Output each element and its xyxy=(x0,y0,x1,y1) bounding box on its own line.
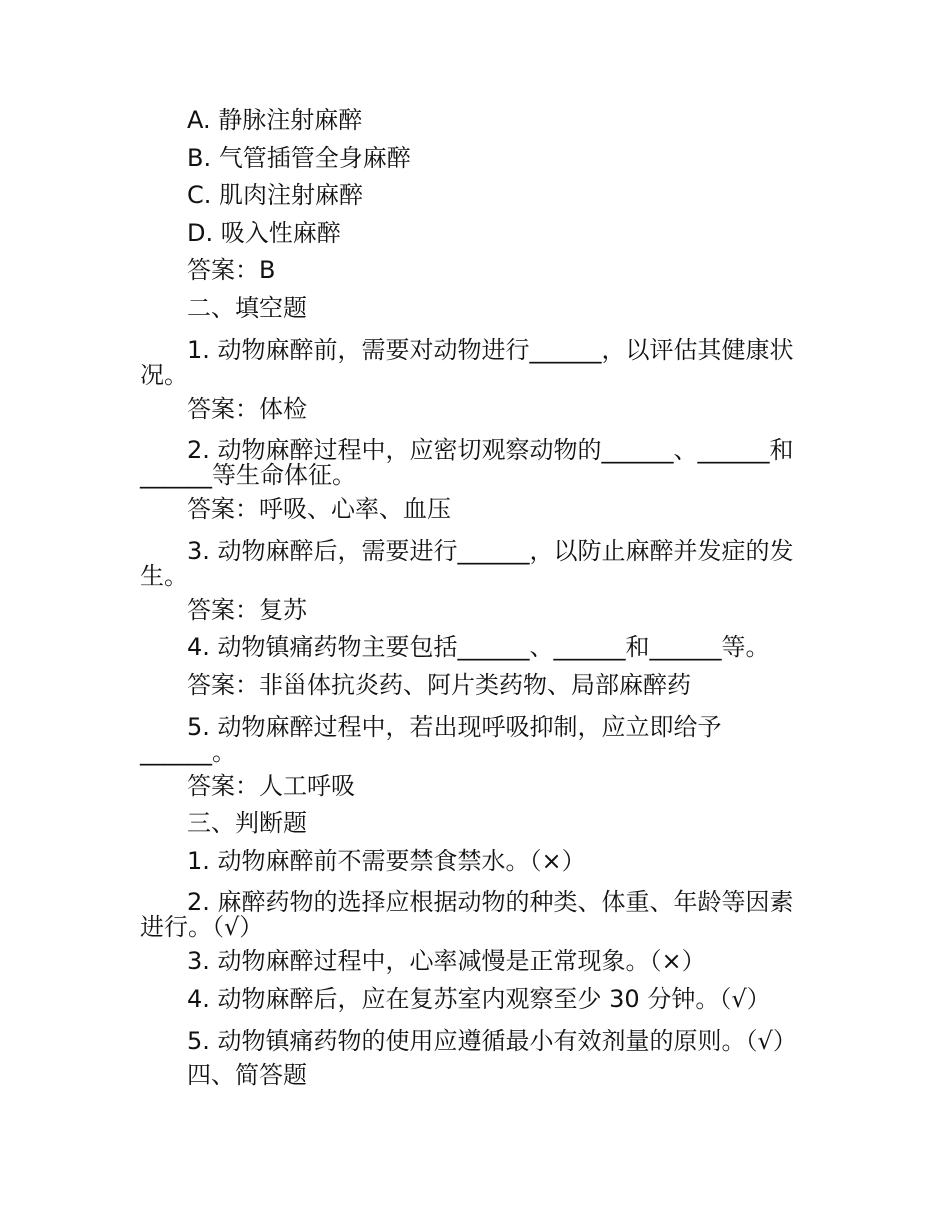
section-heading-fill-in: 二、填空题 xyxy=(187,293,307,322)
tf-question-1: 1. 动物麻醉前不需要禁食禁水。（×） xyxy=(187,846,586,875)
tf-question-5: 5. 动物镇痛药物的使用应遵循最小有效剂量的原则。（√） xyxy=(187,1026,797,1055)
option-b: B. 气管插管全身麻醉 xyxy=(187,143,411,172)
fill-answer-1: 答案：体检 xyxy=(187,394,307,423)
fill-question-5: 5. 动物麻醉过程中，若出现呼吸抑制，应立即给予______。 xyxy=(140,712,722,766)
answer-choice: 答案：B xyxy=(187,256,276,285)
fill-answer-2: 答案：呼吸、心率、血压 xyxy=(187,495,451,524)
option-a: A. 静脉注射麻醉 xyxy=(187,106,363,134)
section-heading-short-answer: 四、简答题 xyxy=(187,1060,307,1089)
fill-answer-3: 答案：复苏 xyxy=(187,595,307,624)
tf-question-4: 4. 动物麻醉后，应在复苏室内观察至少 30 分钟。（√） xyxy=(187,984,771,1013)
fill-question-2: 2. 动物麻醉过程中，应密切观察动物的______、______和______等生命体征。 xyxy=(140,436,794,490)
fill-question-1: 1. 动物麻醉前，需要对动物进行______，以评估其健康状况。 xyxy=(140,335,794,389)
fill-question-4: 4. 动物镇痛药物主要包括______、______和______等。 xyxy=(187,633,770,662)
document-body xyxy=(140,102,812,1094)
fill-question-3: 3. 动物麻醉后，需要进行______，以防止麻醉并发症的发生。 xyxy=(140,536,794,590)
tf-question-3: 3. 动物麻醉过程中，心率减慢是正常现象。（×） xyxy=(187,947,706,976)
option-c: C. 肌肉注射麻醉 xyxy=(187,181,364,210)
fill-answer-5: 答案：人工呼吸 xyxy=(187,771,355,800)
section-heading-true-false: 三、判断题 xyxy=(187,809,307,838)
tf-question-2: 2. 麻醉药物的选择应根据动物的种类、体重、年龄等因素进行。（√） xyxy=(140,888,794,942)
fill-answer-4: 答案：非甾体抗炎药、阿片类药物、局部麻醉药 xyxy=(187,670,691,699)
option-d: D. 吸入性麻醉 xyxy=(187,218,341,247)
